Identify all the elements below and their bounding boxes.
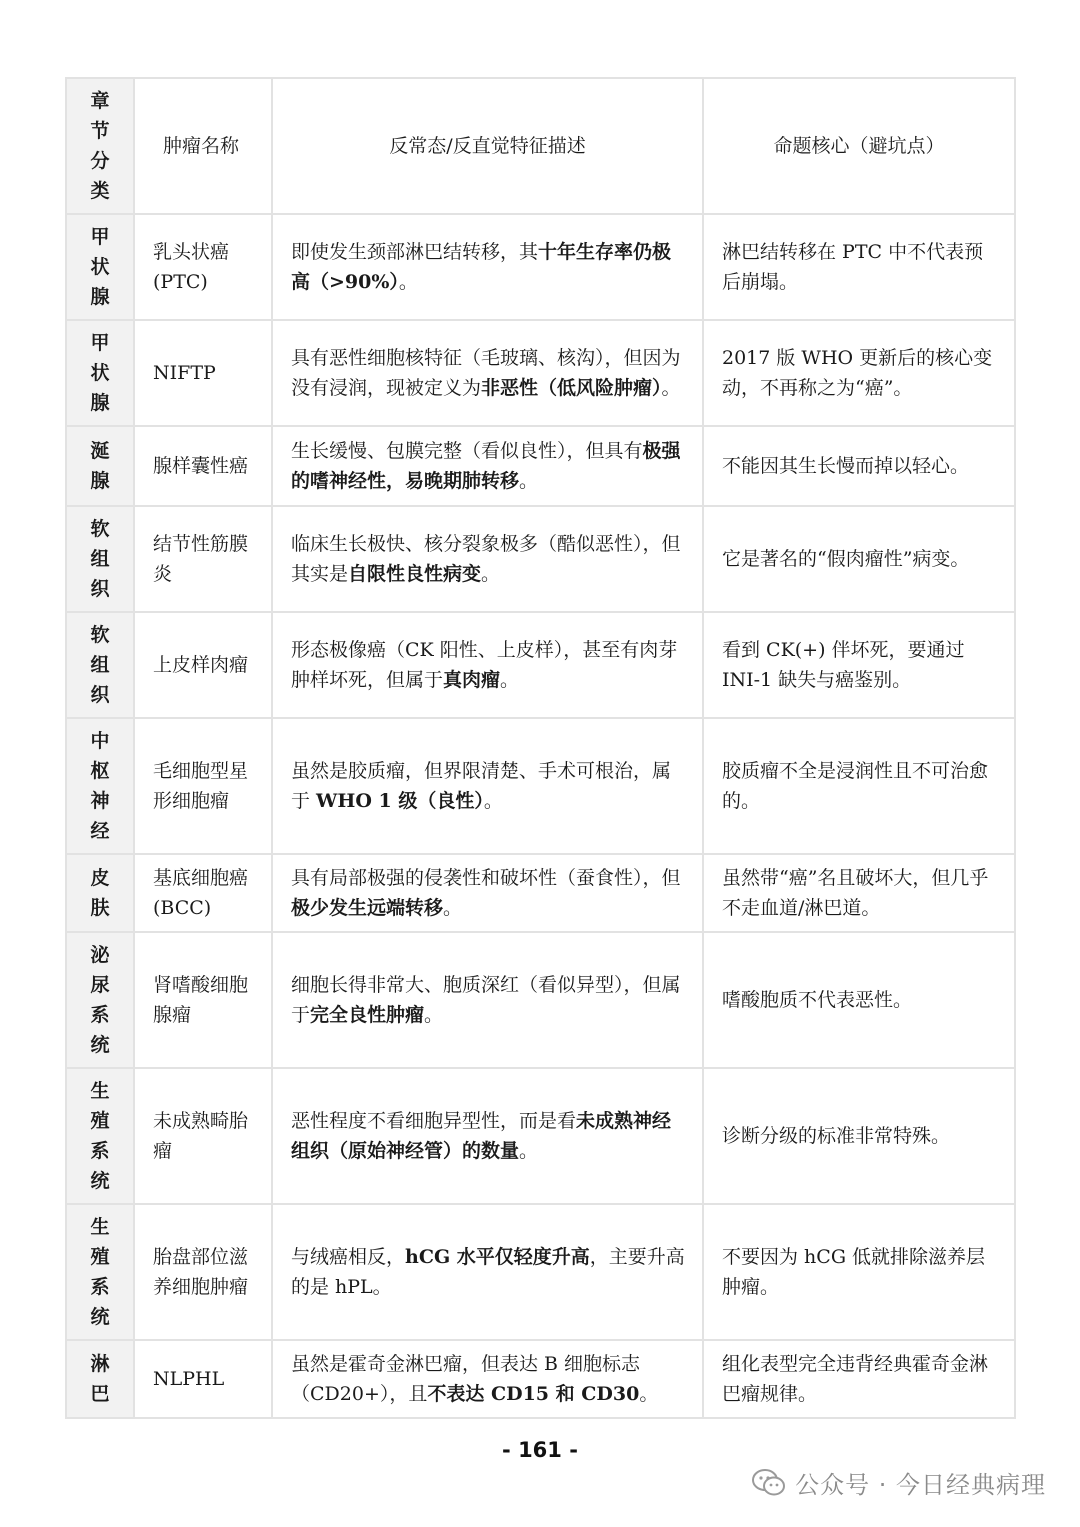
row-chapter: 生殖系统 (66, 1068, 134, 1204)
desc-emphasis: hCG 水平仅轻度升高 (405, 1246, 590, 1268)
table-row (66, 1340, 1015, 1418)
row-chapter: 甲状腺 (66, 320, 134, 426)
watermark-text: 公众号 · 今日经典病理 (795, 1471, 1046, 1499)
row-core: 不能因其生长慢而掉以轻心。 (703, 426, 1015, 506)
row-desc (272, 1204, 703, 1340)
row-name: 结节性筋膜炎 (134, 506, 272, 612)
table-row (66, 426, 1015, 506)
desc-text: 恶性程度不看细胞异型性，而是看 (291, 1110, 577, 1132)
desc-text: 具有恶性细胞核特征（毛玻璃、核沟），但因为没有浸润，现被定义为 (291, 347, 681, 399)
table-row (66, 320, 1015, 426)
row-name: NLPHL (134, 1340, 272, 1418)
row-name: 肾嗜酸细胞腺瘤 (134, 932, 272, 1068)
header-name: 肿瘤名称 (134, 78, 272, 214)
desc-emphasis: WHO 1 级（良性） (316, 790, 484, 812)
table-row (66, 854, 1015, 932)
row-name: 胎盘部位滋养细胞肿瘤 (134, 1204, 272, 1340)
row-chapter: 皮肤 (66, 854, 134, 932)
table-row (66, 612, 1015, 718)
desc-text: 生长缓慢、包膜完整（看似良性），但具有 (291, 440, 643, 462)
desc-text: 。 (519, 470, 539, 492)
tumor-table (65, 77, 1016, 1419)
row-core: 虽然带“癌”名且破坏大，但几乎不走血道/淋巴道。 (703, 854, 1015, 932)
desc-text: 。 (481, 563, 501, 585)
desc-emphasis: 极少发生远端转移 (291, 897, 444, 919)
row-name: 毛细胞型星形细胞瘤 (134, 718, 272, 854)
desc-emphasis: 未成熟神经组织（原始神经管）的数量 (291, 1110, 672, 1162)
desc-text: 具有局部极强的侵袭性和破坏性（蚕食性），但 (291, 867, 681, 889)
row-desc (272, 854, 703, 932)
row-core: 2017 版 WHO 更新后的核心变动，不再称之为“癌”。 (703, 320, 1015, 426)
row-desc (272, 426, 703, 506)
desc-text: 细胞长得非常大、胞质深红（看似异型），但属于 (291, 974, 681, 1026)
table-row (66, 506, 1015, 612)
row-core: 不要因为 hCG 低就排除滋养层肿瘤。 (703, 1204, 1015, 1340)
header-core: 命题核心（避坑点） (703, 78, 1015, 214)
table-header-row (66, 78, 1015, 214)
row-core: 胶质瘤不全是浸润性且不可治愈的。 (703, 718, 1015, 854)
row-core: 诊断分级的标准非常特殊。 (703, 1068, 1015, 1204)
row-desc (272, 320, 703, 426)
row-name: 基底细胞癌(BCC) (134, 854, 272, 932)
wechat-icon (751, 1468, 787, 1498)
desc-text: 与绒癌相反， (291, 1246, 406, 1268)
row-core: 组化表型完全违背经典霍奇金淋巴瘤规律。 (703, 1340, 1015, 1418)
desc-text: 临床生长极快、核分裂象极多（酷似恶性），但其实是 (291, 533, 681, 585)
desc-text: 形态极像癌（CK 阳性、上皮样），甚至有肉芽肿样坏死，但属于 (291, 639, 678, 691)
table-row (66, 1068, 1015, 1204)
row-desc (272, 506, 703, 612)
row-desc (272, 718, 703, 854)
table-row (66, 1204, 1015, 1340)
desc-text: 。 (483, 790, 503, 812)
row-chapter: 软组织 (66, 612, 134, 718)
row-name: 乳头状癌(PTC) (134, 214, 272, 320)
desc-text: 。 (424, 1004, 444, 1026)
desc-emphasis: 十年生存率仍极高（>90%） (291, 241, 672, 293)
watermark (751, 1465, 1046, 1500)
row-chapter: 中枢神经 (66, 718, 134, 854)
desc-text: 。 (443, 897, 463, 919)
row-name: 未成熟畸胎瘤 (134, 1068, 272, 1204)
row-chapter: 软组织 (66, 506, 134, 612)
row-desc (272, 214, 703, 320)
row-core: 看到 CK(+) 伴坏死，要通过 INI-1 缺失与癌鉴别。 (703, 612, 1015, 718)
desc-text: 即使发生颈部淋巴结转移，其 (291, 241, 539, 263)
row-chapter: 淋巴 (66, 1340, 134, 1418)
desc-text: 。 (639, 1383, 659, 1405)
row-desc (272, 932, 703, 1068)
desc-text: 。 (519, 1140, 539, 1162)
row-chapter: 生殖系统 (66, 1204, 134, 1340)
row-chapter: 涎腺 (66, 426, 134, 506)
row-name: 上皮样肉瘤 (134, 612, 272, 718)
desc-emphasis: 真肉瘤 (443, 669, 501, 691)
table-row (66, 214, 1015, 320)
row-core: 嗜酸胞质不代表恶性。 (703, 932, 1015, 1068)
row-chapter: 甲状腺 (66, 214, 134, 320)
desc-emphasis: 自限性良性病变 (348, 563, 482, 585)
header-chapter: 章节分类 (66, 78, 134, 214)
desc-emphasis: 不表达 CD15 和 CD30 (427, 1383, 640, 1405)
row-desc (272, 1068, 703, 1204)
row-name: 腺样囊性癌 (134, 426, 272, 506)
table-row (66, 932, 1015, 1068)
row-desc (272, 1340, 703, 1418)
page-number: - 161 - (502, 1438, 578, 1462)
row-core: 它是著名的“假肉瘤性”病变。 (703, 506, 1015, 612)
row-chapter: 泌尿系统 (66, 932, 134, 1068)
desc-text: 。 (398, 271, 418, 293)
desc-emphasis: 完全良性肿瘤 (310, 1004, 425, 1026)
desc-text: 。 (500, 669, 520, 691)
row-desc (272, 612, 703, 718)
desc-text: 虽然是霍奇金淋巴瘤，但表达 B 细胞标志（CD20+），且 (291, 1353, 641, 1405)
header-desc: 反常态/反直觉特征描述 (272, 78, 703, 214)
row-name: NIFTP (134, 320, 272, 426)
row-core: 淋巴结转移在 PTC 中不代表预后崩塌。 (703, 214, 1015, 320)
table-row (66, 718, 1015, 854)
desc-text: ，主要升高的是 hPL。 (291, 1246, 685, 1298)
desc-text: 。 (661, 377, 681, 399)
desc-emphasis: 非恶性（低风险肿瘤） (481, 377, 662, 399)
desc-text: 虽然是胶质瘤，但界限清楚、手术可根治，属于 (291, 760, 672, 812)
desc-emphasis: 极强的嗜神经性，易晚期肺转移 (291, 440, 681, 492)
